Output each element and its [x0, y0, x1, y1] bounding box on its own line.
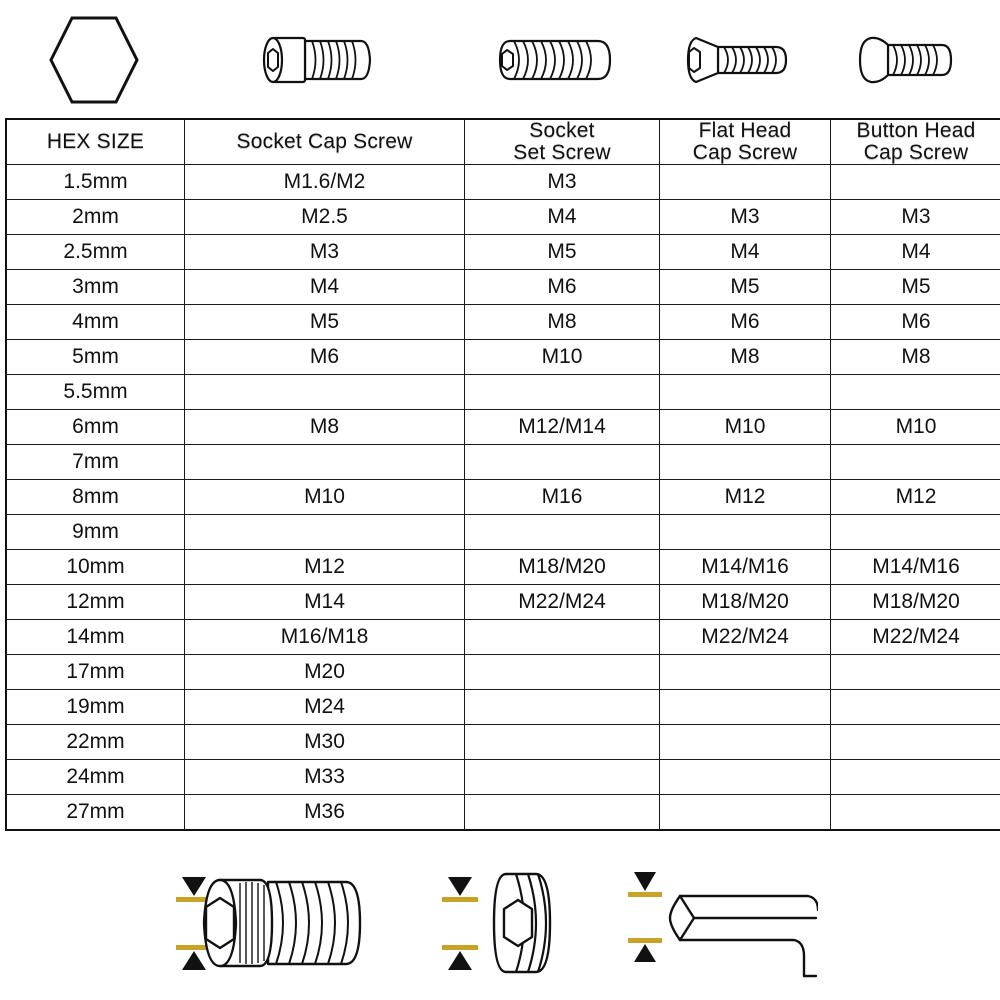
cell-flat-head-cap-screw: M6	[660, 305, 831, 340]
table-header-row	[6, 119, 1000, 165]
cell-socket-cap-screw: M16/M18	[185, 620, 465, 655]
dimension-marker-bottom	[628, 938, 662, 962]
cell-button-head-cap-screw	[831, 760, 1000, 795]
cell-flat-head-cap-screw: M4	[660, 235, 831, 270]
cell-button-head-cap-screw	[831, 445, 1000, 480]
table-row	[6, 375, 1000, 410]
cell-hex-size: 19mm	[6, 690, 185, 725]
cell-flat-head-cap-screw	[660, 445, 831, 480]
cell-socket-cap-screw: M12	[185, 550, 465, 585]
cell-socket-set-screw	[465, 725, 660, 760]
cell-socket-cap-screw: M20	[185, 655, 465, 690]
table-header	[6, 119, 1000, 165]
cell-button-head-cap-screw: M12	[831, 480, 1000, 515]
top-icon-strip	[0, 0, 1000, 118]
bottom-figure-strip	[0, 852, 1000, 1000]
cell-button-head-cap-screw	[831, 165, 1000, 200]
cell-socket-cap-screw: M33	[185, 760, 465, 795]
socket-set-screw-icon	[461, 8, 655, 112]
cell-flat-head-cap-screw: M5	[660, 270, 831, 305]
column-header-socket-set-screw[interactable]	[465, 119, 660, 165]
cell-socket-set-screw: M12/M14	[465, 410, 660, 445]
cell-hex-size: 4mm	[6, 305, 185, 340]
cell-socket-cap-screw: M6	[185, 340, 465, 375]
cell-hex-size: 7mm	[6, 445, 185, 480]
table-row	[6, 480, 1000, 515]
cell-hex-size: 17mm	[6, 655, 185, 690]
cell-socket-cap-screw: M4	[185, 270, 465, 305]
cell-hex-size: 2mm	[6, 200, 185, 235]
table-row	[6, 410, 1000, 445]
cell-flat-head-cap-screw: M22/M24	[660, 620, 831, 655]
header-line1: Socket	[529, 119, 595, 142]
cell-button-head-cap-screw: M22/M24	[831, 620, 1000, 655]
cell-button-head-cap-screw	[831, 375, 1000, 410]
column-header-hex-size[interactable]	[6, 119, 185, 165]
column-header-button-head-cap-screw[interactable]	[831, 119, 1000, 165]
cell-flat-head-cap-screw	[660, 725, 831, 760]
cell-button-head-cap-screw: M6	[831, 305, 1000, 340]
cell-button-head-cap-screw: M18/M20	[831, 585, 1000, 620]
cell-socket-set-screw: M3	[465, 165, 660, 200]
cell-hex-size: 2.5mm	[6, 235, 185, 270]
cell-socket-cap-screw: M14	[185, 585, 465, 620]
cell-hex-size: 9mm	[6, 515, 185, 550]
cell-socket-set-screw: M22/M24	[465, 585, 660, 620]
cell-socket-set-screw: M4	[465, 200, 660, 235]
socket-cap-screw-icon	[182, 8, 461, 112]
cell-socket-cap-screw: M24	[185, 690, 465, 725]
cell-socket-cap-screw: M1.6/M2	[185, 165, 465, 200]
table-row	[6, 690, 1000, 725]
table-row	[6, 725, 1000, 760]
header-line2: Set Screw	[513, 141, 611, 165]
cell-hex-size: 10mm	[6, 550, 185, 585]
cell-socket-set-screw: M10	[465, 340, 660, 375]
cell-hex-size: 5.5mm	[6, 375, 185, 410]
cell-flat-head-cap-screw	[660, 165, 831, 200]
table-row	[6, 620, 1000, 655]
cell-flat-head-cap-screw	[660, 760, 831, 795]
cell-socket-set-screw	[465, 760, 660, 795]
cell-flat-head-cap-screw: M8	[660, 340, 831, 375]
cell-socket-set-screw: M6	[465, 270, 660, 305]
table-row	[6, 655, 1000, 690]
cell-socket-set-screw: M16	[465, 480, 660, 515]
cell-hex-size: 27mm	[6, 795, 185, 831]
cell-flat-head-cap-screw	[660, 795, 831, 831]
cell-socket-set-screw: M18/M20	[465, 550, 660, 585]
hex-size-chart-table	[5, 118, 1000, 831]
table-row	[6, 515, 1000, 550]
cell-socket-set-screw: M8	[465, 305, 660, 340]
cell-button-head-cap-screw	[831, 795, 1000, 831]
table-row	[6, 550, 1000, 585]
header-line2: Cap Screw	[863, 141, 969, 165]
cell-button-head-cap-screw	[831, 655, 1000, 690]
header-line1: Button Head	[856, 119, 976, 142]
button-head-cap-screw-icon	[825, 8, 995, 112]
cell-button-head-cap-screw	[831, 725, 1000, 760]
socket-set-screw-dimension-figure	[428, 852, 613, 1000]
cell-flat-head-cap-screw: M3	[660, 200, 831, 235]
cell-socket-cap-screw: M8	[185, 410, 465, 445]
cell-hex-size: 5mm	[6, 340, 185, 375]
table-row	[6, 305, 1000, 340]
cell-hex-size: 3mm	[6, 270, 185, 305]
flat-head-cap-screw-icon	[655, 8, 825, 112]
cell-socket-cap-screw	[185, 515, 465, 550]
cell-button-head-cap-screw: M5	[831, 270, 1000, 305]
header-line2: Cap Screw	[692, 141, 798, 165]
table-row	[6, 795, 1000, 831]
cell-button-head-cap-screw: M3	[831, 200, 1000, 235]
cell-flat-head-cap-screw	[660, 690, 831, 725]
cell-button-head-cap-screw: M14/M16	[831, 550, 1000, 585]
cell-hex-size: 22mm	[6, 725, 185, 760]
cell-flat-head-cap-screw: M10	[660, 410, 831, 445]
cell-socket-cap-screw: M30	[185, 725, 465, 760]
cell-flat-head-cap-screw	[660, 375, 831, 410]
cell-socket-set-screw	[465, 620, 660, 655]
table-row	[6, 270, 1000, 305]
cell-socket-set-screw	[465, 515, 660, 550]
table-row	[6, 235, 1000, 270]
header-line1: Socket Cap Screw	[236, 130, 413, 154]
cell-button-head-cap-screw	[831, 690, 1000, 725]
socket-cap-screw-dimension-figure	[160, 852, 390, 1000]
cell-socket-set-screw	[465, 445, 660, 480]
cell-button-head-cap-screw: M10	[831, 410, 1000, 445]
column-header-socket-cap-screw[interactable]	[185, 119, 465, 165]
cell-socket-cap-screw: M2.5	[185, 200, 465, 235]
cell-hex-size: 12mm	[6, 585, 185, 620]
dimension-marker-top	[628, 872, 662, 897]
cell-socket-cap-screw: M10	[185, 480, 465, 515]
table-row	[6, 760, 1000, 795]
table-row	[6, 585, 1000, 620]
cell-socket-cap-screw: M36	[185, 795, 465, 831]
cell-socket-cap-screw	[185, 375, 465, 410]
cell-button-head-cap-screw: M4	[831, 235, 1000, 270]
table-body	[6, 165, 1000, 831]
cell-hex-size: 6mm	[6, 410, 185, 445]
hexagon-outline-icon	[5, 8, 182, 112]
cell-socket-set-screw: M5	[465, 235, 660, 270]
cell-socket-set-screw	[465, 795, 660, 831]
cell-button-head-cap-screw: M8	[831, 340, 1000, 375]
table-row	[6, 165, 1000, 200]
cell-hex-size: 1.5mm	[6, 165, 185, 200]
table-row	[6, 340, 1000, 375]
dimension-marker-top	[442, 877, 478, 902]
cell-socket-cap-screw: M3	[185, 235, 465, 270]
cell-flat-head-cap-screw: M12	[660, 480, 831, 515]
header-line1: HEX SIZE	[46, 130, 145, 154]
cell-hex-size: 24mm	[6, 760, 185, 795]
cell-button-head-cap-screw	[831, 515, 1000, 550]
table-row	[6, 445, 1000, 480]
dimension-marker-bottom	[442, 945, 478, 970]
table-row	[6, 200, 1000, 235]
cell-socket-cap-screw: M5	[185, 305, 465, 340]
header-line1: Flat Head	[698, 119, 792, 142]
cell-hex-size: 14mm	[6, 620, 185, 655]
cell-socket-set-screw	[465, 375, 660, 410]
cell-hex-size: 8mm	[6, 480, 185, 515]
cell-socket-set-screw	[465, 690, 660, 725]
cell-flat-head-cap-screw: M14/M16	[660, 550, 831, 585]
cell-flat-head-cap-screw	[660, 515, 831, 550]
cell-flat-head-cap-screw: M18/M20	[660, 585, 831, 620]
cell-socket-set-screw	[465, 655, 660, 690]
cell-flat-head-cap-screw	[660, 655, 831, 690]
column-header-flat-head-cap-screw[interactable]	[660, 119, 831, 165]
cell-socket-cap-screw	[185, 445, 465, 480]
hex-key-dimension-figure	[618, 852, 818, 1000]
